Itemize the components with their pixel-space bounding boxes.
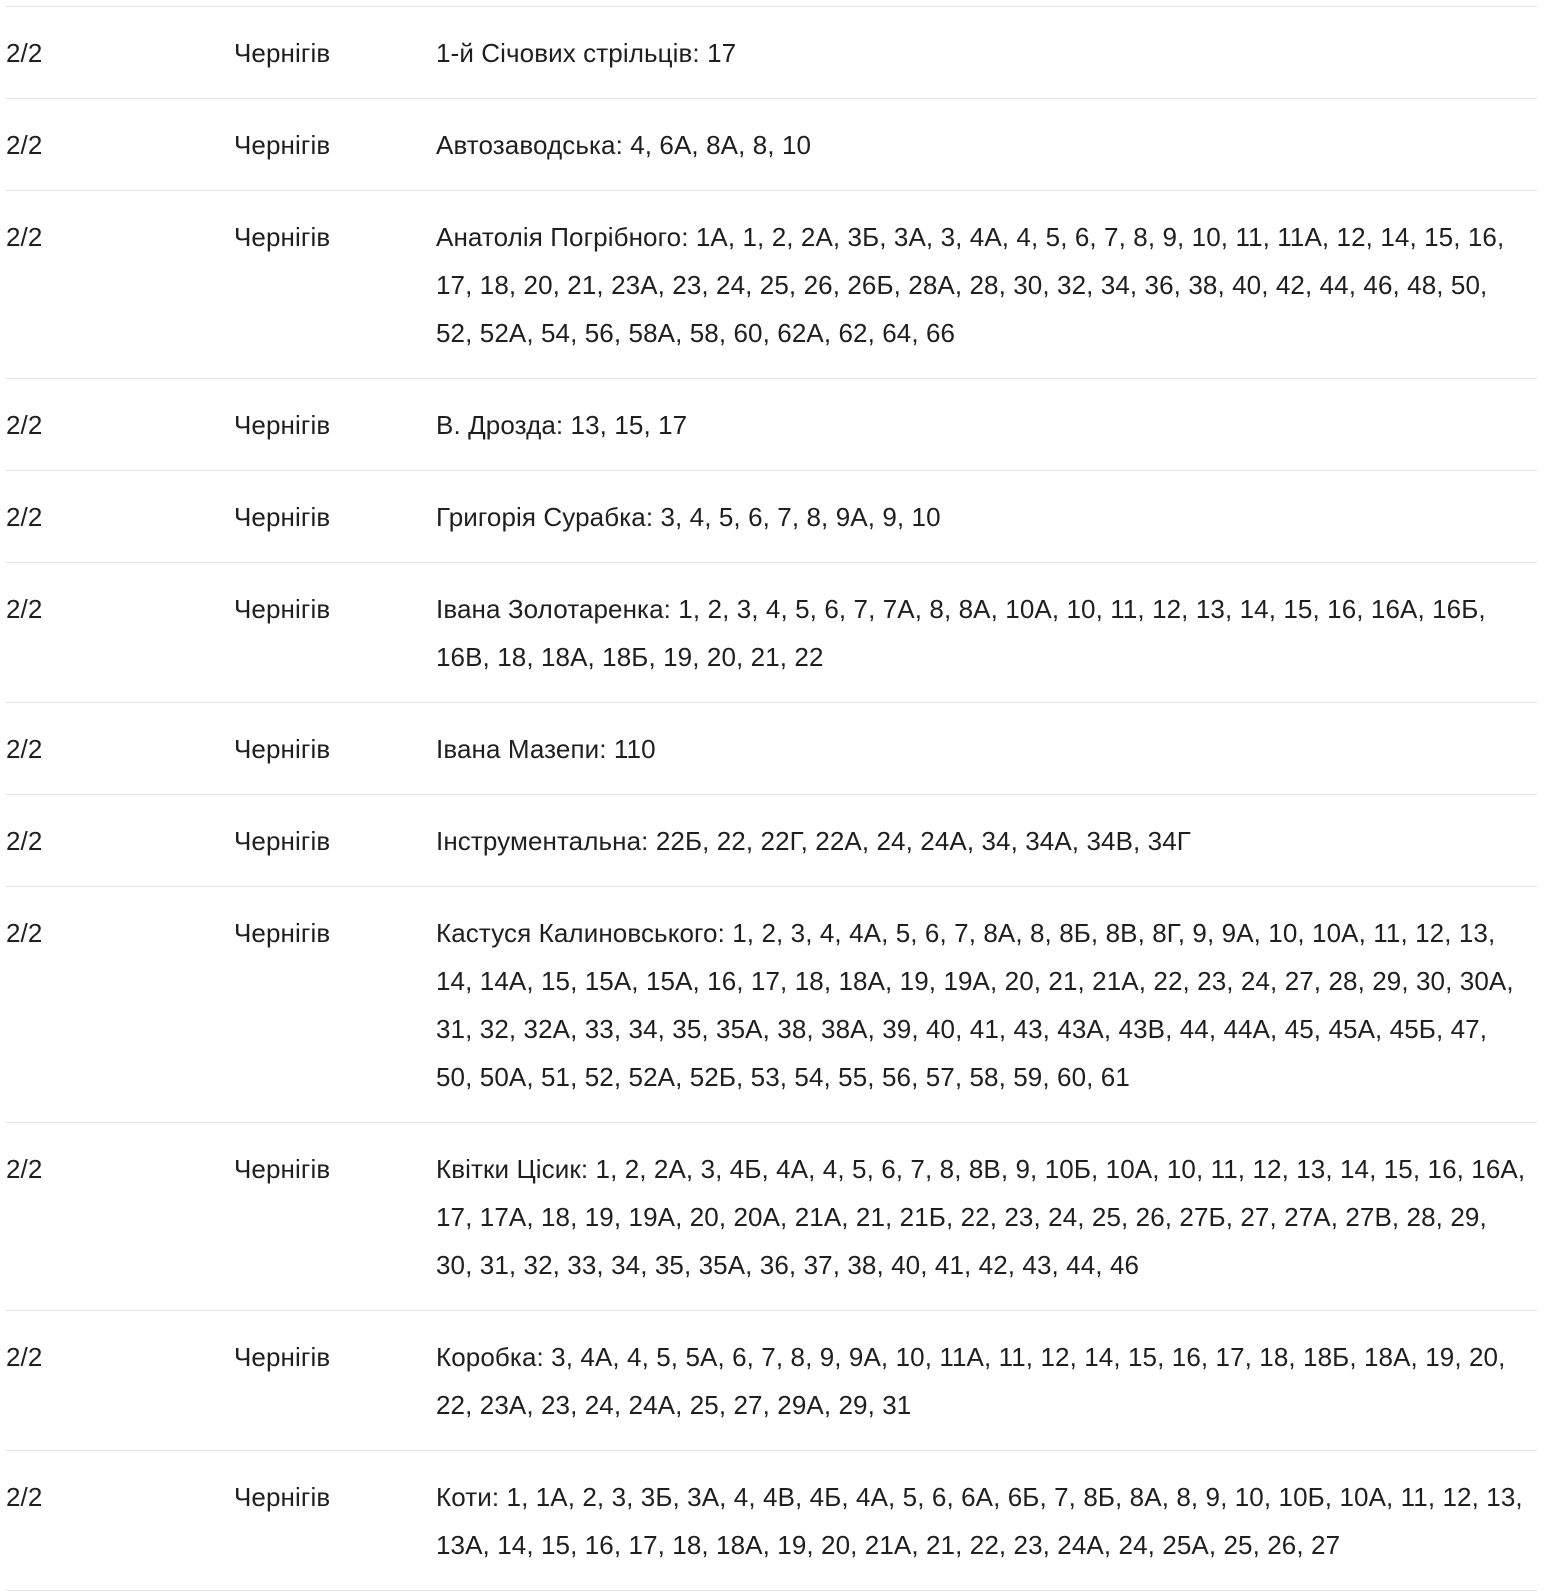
queue-cell: 2/2 — [6, 918, 43, 948]
city-cell: Чернігів — [234, 826, 331, 856]
addresses-cell: В. Дрозда: 13, 15, 17 — [436, 410, 688, 440]
addresses-cell: Івана Мазепи: 110 — [436, 734, 656, 764]
city-cell: Чернігів — [234, 918, 331, 948]
table-row — [6, 795, 1537, 887]
addresses-cell: Кастуся Калиновського: 1, 2, 3, 4, 4А, 5, 6, 7, 8А, 8, 8Б, 8В, 8Г, 9, 9А, 10, 10А, 11, 12, 13, 14, 14А, 15, 15А, 15А, 16, 17, 18, 18А, 19, 19А, 20, 21, 21А, 22, 23, 24, 27, 28, 29, 30, 30А, 31, 32, 32А, 33, 34, 35, 35А, 38, 38А, 39, 40, 41, 43, 43А, 43В, 44, 44А, 45, 45А, 45Б, 47, 50, 50А, 51, 52, 52А, 52Б, 53, 54, 55, 56, 57, 58, 59, 60, 61 — [436, 918, 1514, 1092]
city-cell: Чернігів — [234, 130, 331, 160]
queue-cell: 2/2 — [6, 1154, 43, 1184]
table-row — [6, 1451, 1537, 1591]
addresses-cell: Анатолія Погрібного: 1А, 1, 2, 2А, 3Б, 3А, 3, 4А, 4, 5, 6, 7, 8, 9, 10, 11, 11А, 12, 14, 15, 16, 17, 18, 20, 21, 23А, 23, 24, 25, 26, 26Б, 28А, 28, 30, 32, 34, 36, 38, 40, 42, 44, 46, 48, 50, 52, 52А, 54, 56, 58А, 58, 60, 62А, 62, 64, 66 — [436, 222, 1505, 348]
queue-cell: 2/2 — [6, 130, 43, 160]
queue-cell: 2/2 — [6, 222, 43, 252]
table-row — [6, 471, 1537, 563]
city-cell: Чернігів — [234, 1342, 331, 1372]
city-cell: Чернігів — [234, 734, 331, 764]
table-row — [6, 563, 1537, 703]
addresses-cell: Григорія Сурабка: 3, 4, 5, 6, 7, 8, 9А, 9, 10 — [436, 502, 941, 532]
queue-cell: 2/2 — [6, 826, 43, 856]
addresses-cell: 1-й Січових стрільців: 17 — [436, 38, 737, 68]
table-row — [6, 7, 1537, 99]
table-row — [6, 191, 1537, 379]
queue-cell: 2/2 — [6, 734, 43, 764]
outage-schedule-table — [6, 6, 1537, 1591]
queue-cell: 2/2 — [6, 1482, 43, 1512]
addresses-cell: Автозаводська: 4, 6А, 8А, 8, 10 — [436, 130, 812, 160]
city-cell: Чернігів — [234, 502, 331, 532]
queue-cell: 2/2 — [6, 594, 43, 624]
queue-cell: 2/2 — [6, 1342, 43, 1372]
table-row — [6, 99, 1537, 191]
queue-cell: 2/2 — [6, 38, 43, 68]
addresses-cell: Інструментальна: 22Б, 22, 22Г, 22А, 24, 24А, 34, 34А, 34В, 34Г — [436, 826, 1191, 856]
table-row — [6, 1123, 1537, 1311]
table-row — [6, 1311, 1537, 1451]
queue-cell: 2/2 — [6, 502, 43, 532]
table-row — [6, 703, 1537, 795]
city-cell: Чернігів — [234, 1154, 331, 1184]
table-row — [6, 379, 1537, 471]
table-row — [6, 887, 1537, 1123]
city-cell: Чернігів — [234, 594, 331, 624]
addresses-cell: Квітки Цісик: 1, 2, 2А, 3, 4Б, 4А, 4, 5, 6, 7, 8, 8В, 9, 10Б, 10А, 10, 11, 12, 13, 14, 15, 16, 16А, 17, 17А, 18, 19, 19А, 20, 20А, 21А, 21, 21Б, 22, 23, 24, 25, 26, 27Б, 27, 27А, 27В, 28, 29, 30, 31, 32, 33, 34, 35, 35А, 36, 37, 38, 40, 41, 42, 43, 44, 46 — [436, 1154, 1526, 1280]
addresses-cell: Івана Золотаренка: 1, 2, 3, 4, 5, 6, 7, 7А, 8, 8А, 10А, 10, 11, 12, 13, 14, 15, 16, 16А, 16Б, 16В, 18, 18А, 18Б, 19, 20, 21, 22 — [436, 594, 1486, 672]
city-cell: Чернігів — [234, 222, 331, 252]
queue-cell: 2/2 — [6, 410, 43, 440]
addresses-cell: Коти: 1, 1А, 2, 3, 3Б, 3А, 4, 4В, 4Б, 4А, 5, 6, 6А, 6Б, 7, 8Б, 8А, 8, 9, 10, 10Б, 10А, 11, 12, 13, 13А, 14, 15, 16, 17, 18, 18А, 19, 20, 21А, 21, 22, 23, 24А, 24, 25А, 25, 26, 27 — [436, 1482, 1523, 1560]
city-cell: Чернігів — [234, 1482, 331, 1512]
addresses-cell: Коробка: 3, 4А, 4, 5, 5А, 6, 7, 8, 9, 9А, 10, 11А, 11, 12, 14, 15, 16, 17, 18, 18Б, 18А, 19, 20, 22, 23А, 23, 24, 24А, 25, 27, 29А, 29, 31 — [436, 1342, 1506, 1420]
city-cell: Чернігів — [234, 38, 331, 68]
city-cell: Чернігів — [234, 410, 331, 440]
